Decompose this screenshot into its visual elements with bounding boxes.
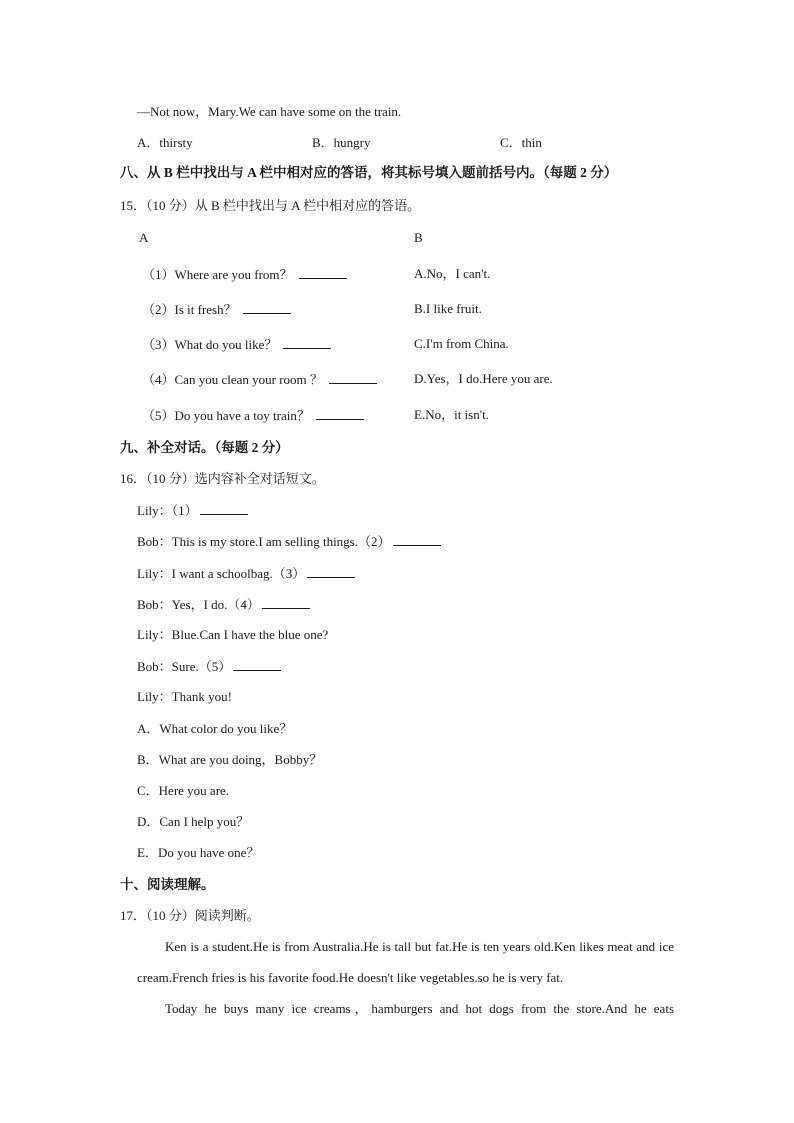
answer-blank[interactable]: [307, 565, 355, 578]
answer-blank[interactable]: [316, 407, 364, 420]
column-b-header: B: [414, 230, 423, 245]
dialogue-line-1-text: Lily：（1）: [137, 503, 198, 518]
section-9-title: 九、补全对话。（每题 2 分）: [120, 440, 289, 455]
match-item-a2: [142, 301, 291, 318]
reading-paragraph-2: [137, 993, 674, 1024]
match-item-b4: D.Yes，I do.Here you are.: [414, 371, 553, 386]
reading-paragraph-1: [137, 931, 674, 993]
option-a: A．What color do you like？: [137, 721, 293, 736]
dialogue-line-1: [137, 502, 248, 519]
answer-blank[interactable]: [329, 371, 377, 384]
option-c: C．Here you are.: [137, 783, 230, 798]
dialogue-line-5: Lily：Blue.Can I have the blue one?: [137, 627, 329, 642]
question-17: 17．（10 分）阅读判断。: [120, 908, 260, 923]
section-10-title: 十、阅读理解。: [120, 877, 215, 892]
dialogue-line-2-text: Bob：This is my store.I am selling things.（2）: [137, 534, 391, 549]
match-item-b5: E.No，it isn't.: [414, 407, 489, 422]
answer-blank[interactable]: [299, 266, 347, 279]
dialogue-line-7: Lily：Thank you!: [137, 689, 232, 704]
dialogue-line-6: [137, 658, 281, 675]
match-item-b1: A.No，I can't.: [414, 266, 491, 281]
match-item-a3: [142, 336, 331, 353]
dialogue-line-6-text: Bob：Sure.（5）: [137, 659, 232, 674]
answer-blank[interactable]: [233, 658, 281, 671]
answer-blank[interactable]: [283, 336, 331, 349]
dialogue-line-3: [137, 565, 355, 582]
answer-blank[interactable]: [262, 596, 310, 609]
q14-option-c: C．thin: [500, 135, 542, 150]
match-item-a1: [142, 266, 347, 283]
match-item-b3: C.I'm from China.: [414, 336, 509, 351]
option-b: B．What are you doing，Bobby？: [137, 752, 323, 767]
q14-dialogue: —Not now，Mary.We can have some on the train.: [137, 104, 402, 119]
section-8-title: 八、从 B 栏中找出与 A 栏中相对应的答语，将其标号填入题前括号内。（每题 2 分）: [120, 165, 618, 180]
match-item-a4: [142, 371, 377, 388]
q14-option-a: A．thirsty: [137, 135, 193, 150]
dialogue-line-4: [137, 596, 310, 613]
match-item-b2: B.I like fruit.: [414, 301, 482, 316]
match-item-a4-text: （4）Can you clean your room ？: [142, 372, 323, 387]
dialogue-line-4-text: Bob：Yes，I do.（4）: [137, 597, 260, 612]
reading-paragraph-1-text: Ken is a student.He is from Australia.He is tall but fat.He is ten years old.Ken likes meat and ice cream.French fries is his favorite food.He doesn't like vegetables.so he is very fat.: [137, 939, 674, 985]
reading-paragraph-2-text: Today he buys many ice creams，hamburgers and hot dogs from the store.And he eats: [165, 1001, 674, 1016]
option-d: D．Can I help you？: [137, 814, 250, 829]
answer-blank[interactable]: [393, 533, 441, 546]
dialogue-line-3-text: Lily：I want a schoolbag.（3）: [137, 566, 306, 581]
option-e: E．Do you have one？: [137, 845, 260, 860]
dialogue-line-2: [137, 533, 441, 550]
question-16: 16．（10 分）选内容补全对话短文。: [120, 471, 325, 486]
match-item-a1-text: （1）Where are you from？: [142, 267, 293, 282]
answer-blank[interactable]: [243, 301, 291, 314]
match-item-a5: [142, 407, 364, 424]
match-item-a2-text: （2）Is it fresh？: [142, 302, 237, 317]
q14-option-b: B．hungry: [312, 135, 371, 150]
match-item-a3-text: （3）What do you like？: [142, 337, 278, 352]
column-a-header: A: [139, 230, 149, 245]
match-item-a5-text: （5）Do you have a toy train？: [142, 408, 310, 423]
answer-blank[interactable]: [200, 502, 248, 515]
question-15: 15．（10 分）从 B 栏中找出与 A 栏中相对应的答语。: [120, 198, 421, 213]
